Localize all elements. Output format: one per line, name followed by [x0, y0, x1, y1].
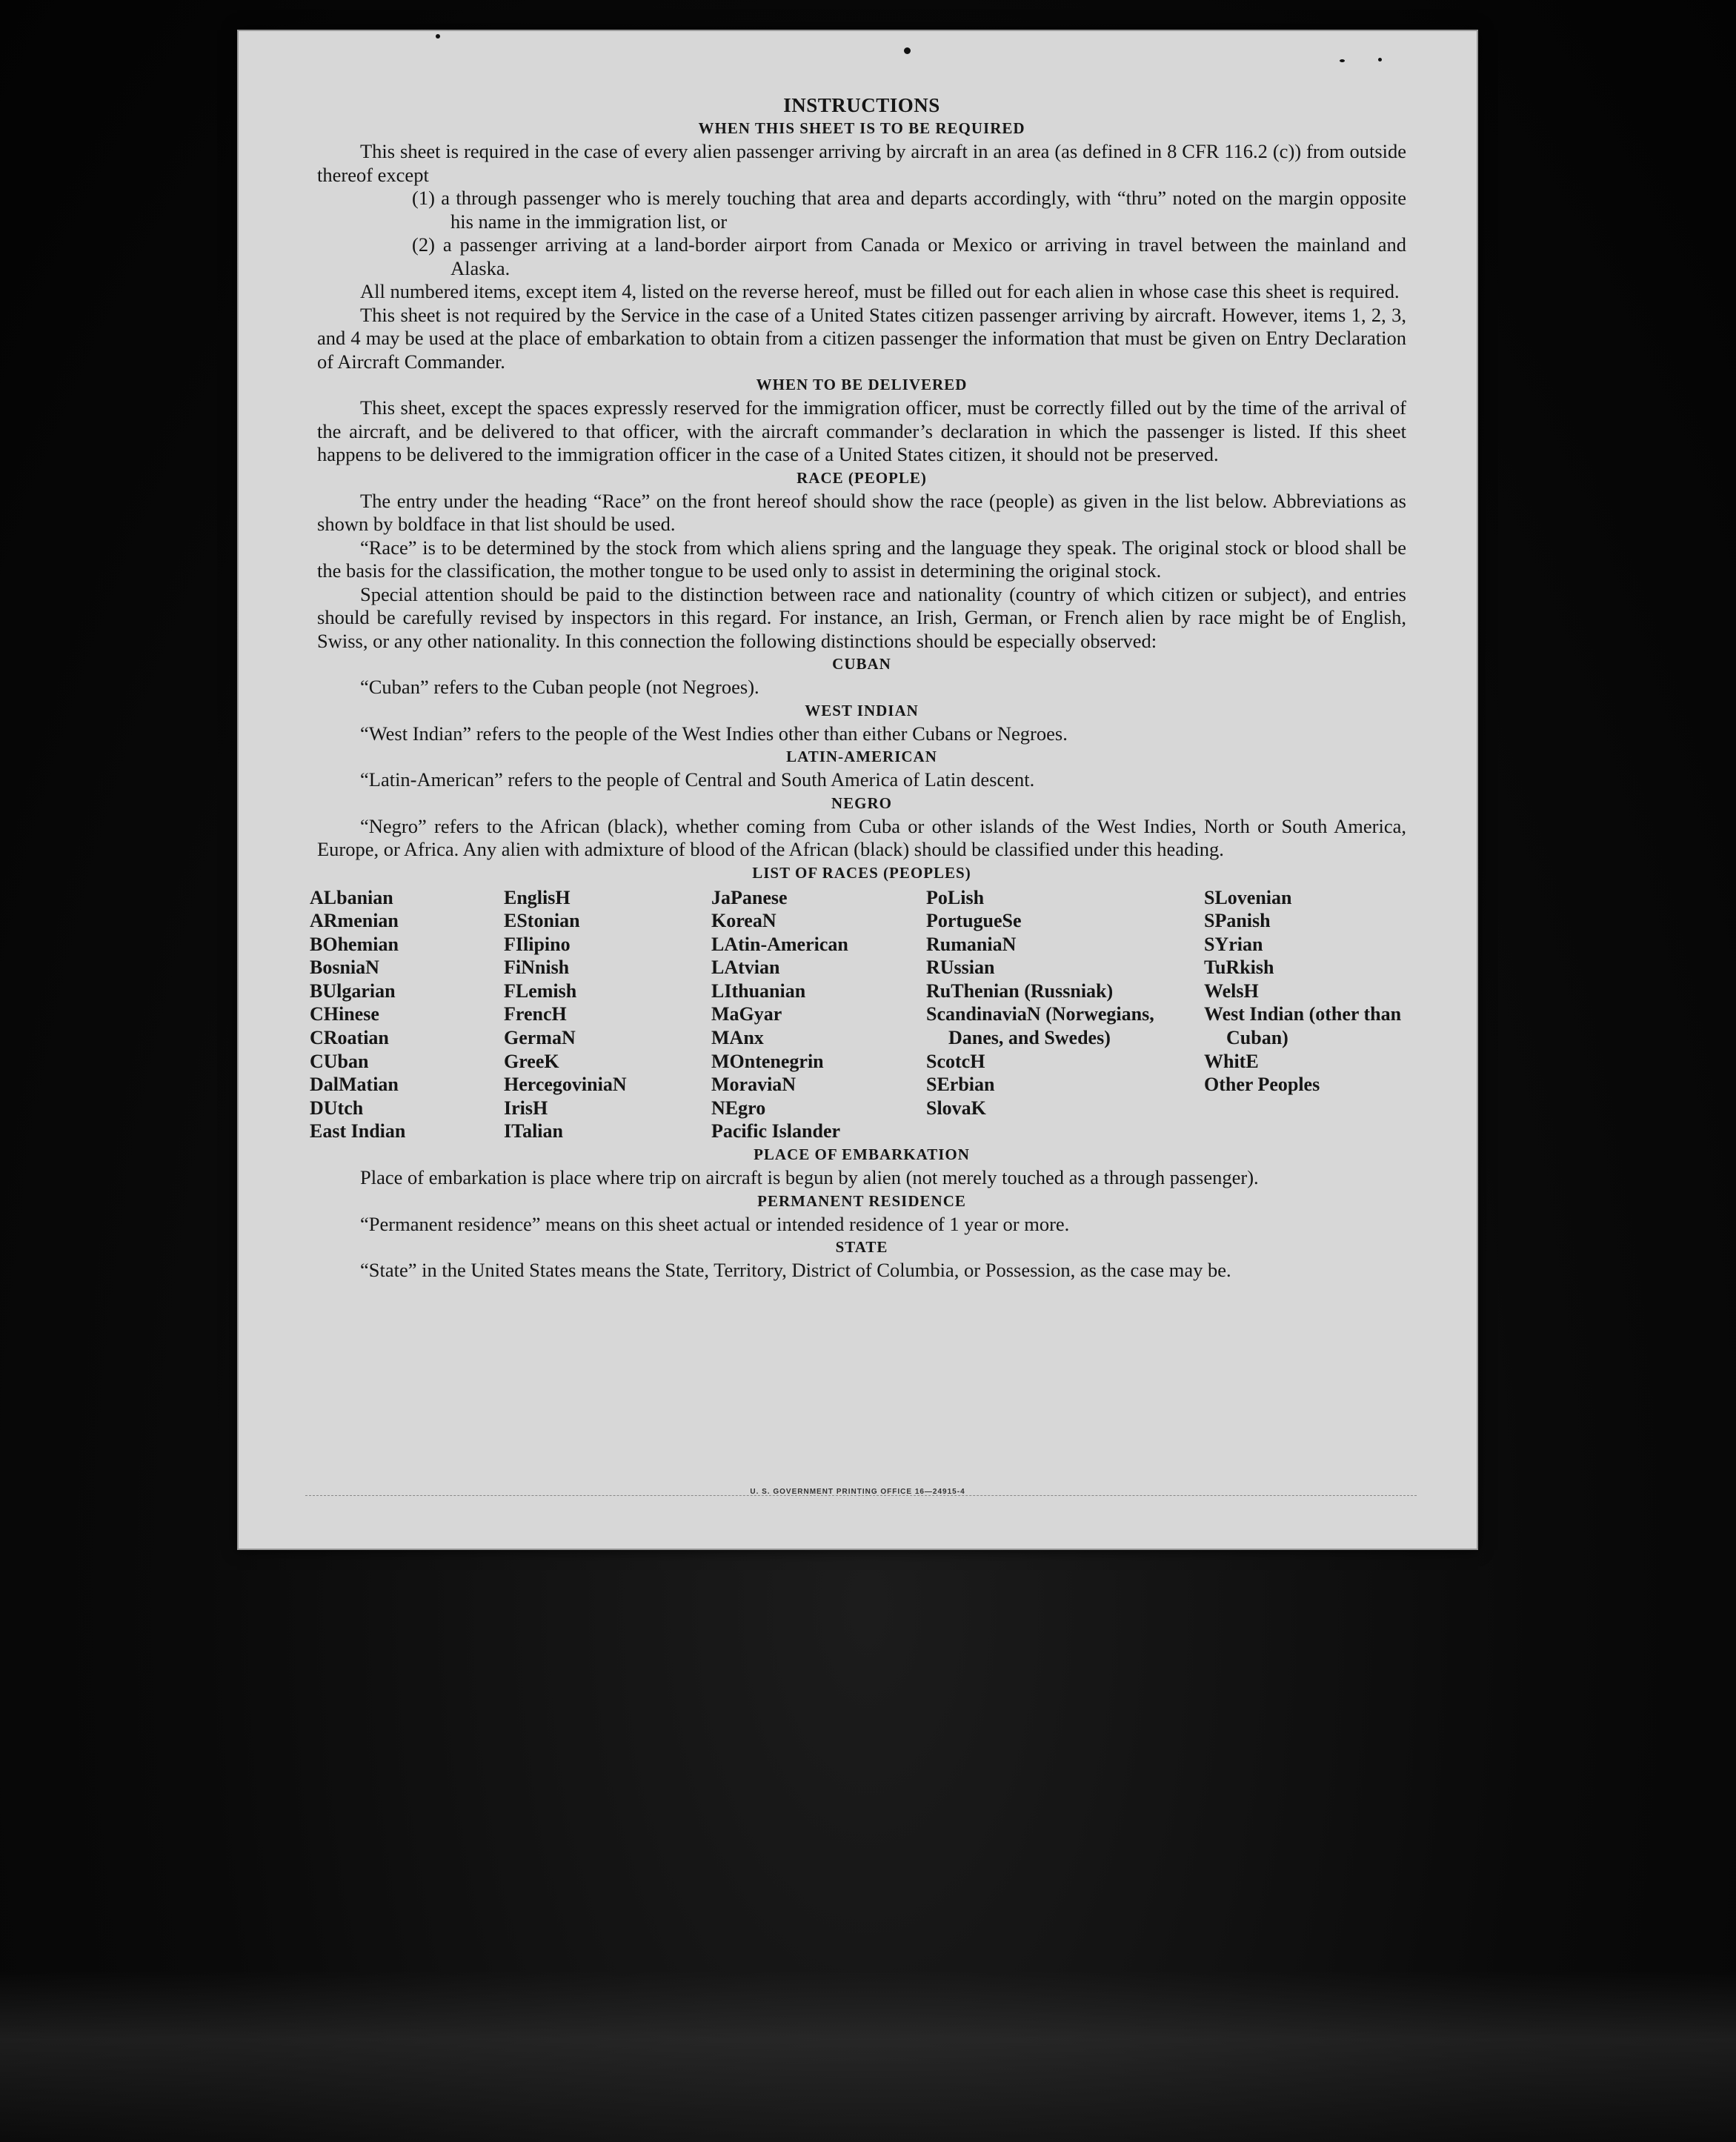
- race-entry: BosniaN: [310, 957, 379, 979]
- race-entry: PoLish: [926, 886, 985, 908]
- races-column: [926, 886, 1204, 1144]
- race-entry: KoreaN: [711, 910, 776, 932]
- race-entry: LAtvian: [711, 957, 780, 979]
- paragraph: “Cuban” refers to the Cuban people (not Negroes).: [360, 676, 759, 698]
- races-list: [310, 886, 1406, 1144]
- section-heading-race: RACE (PEOPLE): [797, 468, 927, 487]
- race-entry: MaGyar: [711, 1003, 782, 1025]
- race-entry: DalMatian: [310, 1074, 399, 1096]
- list-item: (1) a through passenger who is merely touching that area and departs accordingly, with “thru” noted on the margin opposite his name in the immigration list, or: [412, 187, 1406, 233]
- paragraph: “Negro” refers to the African (black), whether coming from Cuba or other islands of the West Indies, North or South America, Europe, or Africa. Any alien with admixture of blood of the African (black) should be classified under this heading.: [317, 814, 1406, 860]
- paragraph: The entry under the heading “Race” on the front hereof should show the race (people) as given in the list below. Abbreviations as shown by boldface in that list should be used.: [317, 489, 1406, 535]
- race-entry: FLemish: [504, 979, 577, 1002]
- race-entry: PortugueSe: [926, 910, 1022, 932]
- race-entry: FiNnish: [504, 957, 570, 979]
- race-entry: CRoatian: [310, 1027, 389, 1049]
- race-entry: Other Peoples: [1204, 1074, 1320, 1096]
- dust-speck: [1340, 59, 1345, 62]
- section-heading-delivered: WHEN TO BE DELIVERED: [756, 376, 968, 393]
- race-entry: LIthuanian: [711, 979, 806, 1002]
- paragraph: “State” in the United States means the State, Territory, District of Columbia, or Possession, as the case may be.: [360, 1259, 1231, 1282]
- race-entry: HercegoviniaN: [504, 1074, 627, 1096]
- race-entry: DUtch: [310, 1097, 364, 1119]
- race-entry: BUlgarian: [310, 979, 396, 1002]
- paragraph: Special attention should be paid to the distinction between race and nationality (country of which citizen or subject), and entries should be carefully revised by inspectors in this regard. For instance, an Irish, German, or French alien by race might be of English, Swiss, or any other nationality. In this connection the following distinctions should be especially observed:: [317, 582, 1406, 652]
- instructions-body: [310, 93, 1406, 1283]
- race-entry: ITalian: [504, 1120, 563, 1142]
- race-entry: ScandinaviaN (Norwegians, Danes, and Swedes): [926, 1003, 1154, 1049]
- race-entry: SLovenian: [1204, 886, 1292, 908]
- race-entry: MoraviaN: [711, 1074, 797, 1096]
- race-entry: ARmenian: [310, 910, 399, 932]
- race-entry: ALbanian: [310, 886, 393, 908]
- section-heading-residence: PERMANENT RESIDENCE: [757, 1191, 966, 1210]
- race-entry: RuThenian (Russniak): [926, 979, 1114, 1002]
- race-entry: CHinese: [310, 1003, 379, 1025]
- race-entry: SErbian: [926, 1074, 995, 1096]
- races-column: [504, 886, 711, 1144]
- paragraph: This sheet is required in the case of every alien passenger arriving by aircraft in an area (as defined in 8 CFR 116.2 (c)) from outside thereof except: [317, 140, 1406, 186]
- list-item: (2) a passenger arriving at a land-border airport from Canada or Mexico or arriving in travel between the mainland and Alaska.: [412, 233, 1406, 279]
- section-heading-negro: NEGRO: [831, 794, 892, 812]
- races-column: [1204, 886, 1402, 1144]
- paragraph: “Latin-American” refers to the people of Central and South America of Latin descent.: [360, 768, 1035, 791]
- race-entry: NEgro: [711, 1097, 766, 1119]
- paragraph: All numbered items, except item 4, listed on the reverse hereof, must be filled out for each alien in whose case this sheet is required.: [360, 280, 1400, 302]
- document-page: [237, 30, 1478, 1550]
- race-entry: Pacific Islander: [711, 1120, 841, 1142]
- paragraph: This sheet is not required by the Service in the case of a United States citizen passenger arriving by aircraft. However, items 1, 2, 3, and 4 may be used at the place of embarkation to obtain from a citizen passenger the information that must be given on Entry Declaration of Aircraft Commander.: [317, 303, 1406, 373]
- race-entry: West Indian (other than Cuban): [1204, 1003, 1402, 1049]
- section-heading-west-indian: WEST INDIAN: [805, 701, 919, 719]
- race-entry: RUssian: [926, 957, 995, 979]
- film-curl-shadow: [0, 1971, 1736, 2142]
- paragraph: “Permanent residence” means on this sheet actual or intended residence of 1 year or more.: [360, 1212, 1070, 1235]
- race-entry: WhitE: [1204, 1050, 1259, 1072]
- race-entry: EStonian: [504, 910, 580, 932]
- race-entry: BOhemian: [310, 933, 399, 955]
- section-heading-embarkation: PLACE OF EMBARKATION: [754, 1145, 970, 1164]
- race-entry: WelsH: [1204, 979, 1259, 1002]
- section-heading-cuban: CUBAN: [832, 655, 891, 673]
- paragraph: Place of embarkation is place where trip on aircraft is begun by alien (not merely touched as a through passenger).: [360, 1166, 1259, 1189]
- paragraph: This sheet, except the spaces expressly reserved for the immigration officer, must be correctly filled out by the time of the arrival of the aircraft, and be delivered to that officer, with the aircraft commander’s declaration in which the passenger is listed. If this sheet happens to be delivered to the immigration officer in the case of a United States citizen, it should not be preserved.: [317, 396, 1406, 465]
- paragraph: “West Indian” refers to the people of the West Indies other than either Cubans or Negroes.: [360, 722, 1068, 745]
- races-list-heading: LIST OF RACES (PEOPLES): [752, 863, 971, 882]
- dust-speck: [904, 47, 911, 54]
- race-entry: MAnx: [711, 1027, 764, 1049]
- races-column: [310, 886, 504, 1144]
- race-entry: FIlipino: [504, 933, 571, 955]
- race-entry: SYrian: [1204, 933, 1263, 955]
- race-entry: IrisH: [504, 1097, 548, 1119]
- race-entry: CUban: [310, 1050, 369, 1072]
- section-heading-required: WHEN THIS SHEET IS TO BE REQUIRED: [698, 119, 1025, 137]
- race-entry: MOntenegrin: [711, 1050, 824, 1072]
- dust-speck: [1378, 58, 1382, 61]
- race-entry: TuRkish: [1204, 957, 1274, 979]
- race-entry: RumaniaN: [926, 933, 1017, 955]
- race-entry: EnglisH: [504, 886, 571, 908]
- race-entry: GreeK: [504, 1050, 559, 1072]
- race-entry: SPanish: [1204, 910, 1271, 932]
- printer-imprint: U. S. GOVERNMENT PRINTING OFFICE 16—24915-4: [750, 1488, 965, 1496]
- races-column: [711, 886, 926, 1144]
- race-entry: FrencH: [504, 1003, 567, 1025]
- race-entry: LAtin-American: [711, 933, 848, 955]
- race-entry: JaPanese: [711, 886, 788, 908]
- section-heading-state: STATE: [835, 1238, 888, 1257]
- dust-speck: [436, 34, 440, 39]
- paragraph: “Race” is to be determined by the stock from which aliens spring and the language they speak. The original stock or blood shall be the basis for the classification, the mother tongue to be used only to assist in determining the original stock.: [317, 536, 1406, 582]
- race-entry: East Indian: [310, 1120, 406, 1142]
- page-title: INSTRUCTIONS: [783, 94, 940, 116]
- race-entry: GermaN: [504, 1027, 576, 1049]
- race-entry: SlovaK: [926, 1097, 986, 1119]
- race-entry: ScotcH: [926, 1050, 985, 1072]
- section-heading-latin-american: LATIN-AMERICAN: [786, 748, 937, 765]
